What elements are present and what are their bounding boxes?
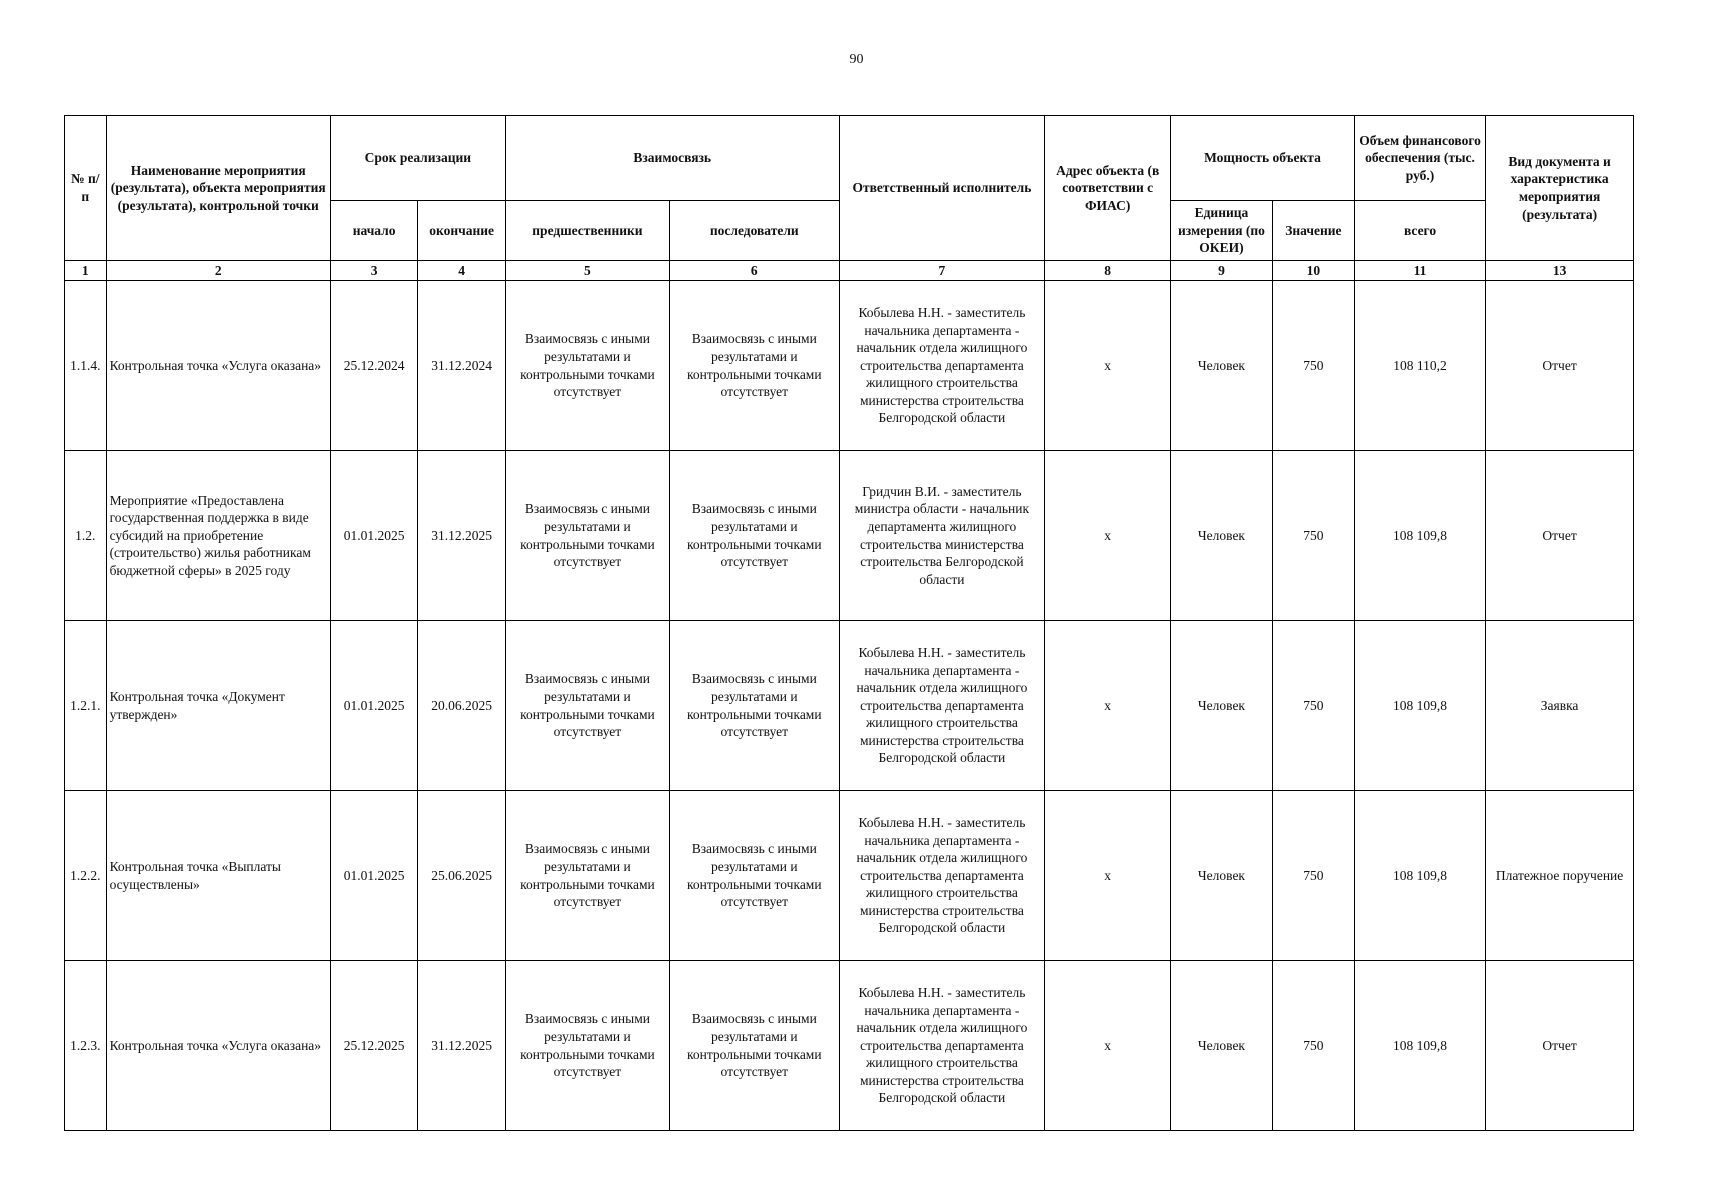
column-number: 9: [1171, 261, 1273, 281]
row-unit: Человек: [1171, 791, 1273, 961]
row-responsible: Кобылева Н.Н. - заместитель начальника департамента - начальник отдела жилищного строительства департамента жилищного строительства министерства строительства Белгородской области: [839, 621, 1045, 791]
header-link: Взаимосвязь: [505, 116, 839, 201]
row-finance-total: 108 110,2: [1354, 281, 1485, 451]
row-value: 750: [1272, 791, 1354, 961]
table-row: [65, 791, 1634, 961]
row-responsible: Гридчин В.И. - заместитель министра области - начальник департамента жилищного строительства министерства строительства Белгородской области: [839, 451, 1045, 621]
column-number: 8: [1045, 261, 1171, 281]
header-unit: Единица измерения (по ОКЕИ): [1171, 201, 1273, 261]
row-successors: Взаимосвязь с иными результатами и контрольными точками отсутствует: [669, 791, 839, 961]
row-responsible: Кобылева Н.Н. - заместитель начальника департамента - начальник отдела жилищного строительства департамента жилищного строительства министерства строительства Белгородской области: [839, 791, 1045, 961]
header-responsible: Ответственный исполнитель: [839, 116, 1045, 261]
column-number: 10: [1272, 261, 1354, 281]
row-unit: Человек: [1171, 621, 1273, 791]
header-address: Адрес объекта (в соответствии с ФИАС): [1045, 116, 1171, 261]
row-doc-type: Отчет: [1486, 281, 1634, 451]
row-address: x: [1045, 621, 1171, 791]
column-number: 4: [418, 261, 506, 281]
row-address: x: [1045, 451, 1171, 621]
row-address: x: [1045, 961, 1171, 1131]
row-num: 1.1.4.: [65, 281, 107, 451]
activity-plan-table: [64, 115, 1634, 1131]
row-num: 1.2.2.: [65, 791, 107, 961]
row-predecessors: Взаимосвязь с иными результатами и контрольными точками отсутствует: [505, 961, 669, 1131]
row-finance-total: 108 109,8: [1354, 961, 1485, 1131]
row-num: 1.2.: [65, 451, 107, 621]
header-finance: Объем финансового обеспечения (тыс. руб.): [1354, 116, 1485, 201]
header-value: Значение: [1272, 201, 1354, 261]
row-doc-type: Платежное поручение: [1486, 791, 1634, 961]
row-finance-total: 108 109,8: [1354, 621, 1485, 791]
row-name: Контрольная точка «Выплаты осуществлены»: [106, 791, 330, 961]
header-period: Срок реализации: [330, 116, 505, 201]
header-period-end: окончание: [418, 201, 506, 261]
header-link-prev: предшественники: [505, 201, 669, 261]
row-start-date: 01.01.2025: [330, 451, 418, 621]
row-predecessors: Взаимосвязь с иными результатами и контрольными точками отсутствует: [505, 451, 669, 621]
row-unit: Человек: [1171, 281, 1273, 451]
column-numbers-row: [65, 261, 1634, 281]
row-end-date: 31.12.2025: [418, 961, 506, 1131]
page-number: 90: [849, 52, 864, 67]
row-num: 1.2.3.: [65, 961, 107, 1131]
header-finance-total: всего: [1354, 201, 1485, 261]
row-doc-type: Заявка: [1486, 621, 1634, 791]
row-end-date: 25.06.2025: [418, 791, 506, 961]
row-unit: Человек: [1171, 451, 1273, 621]
row-end-date: 20.06.2025: [418, 621, 506, 791]
column-number: 2: [106, 261, 330, 281]
column-number: 5: [505, 261, 669, 281]
column-number: 6: [669, 261, 839, 281]
row-responsible: Кобылева Н.Н. - заместитель начальника департамента - начальник отдела жилищного строительства департамента жилищного строительства министерства строительства Белгородской области: [839, 961, 1045, 1131]
header-link-next: последователи: [669, 201, 839, 261]
header-capacity: Мощность объекта: [1171, 116, 1355, 201]
table-row: [65, 961, 1634, 1131]
column-number: 7: [839, 261, 1045, 281]
row-num: 1.2.1.: [65, 621, 107, 791]
header-row-1: [65, 116, 1634, 201]
row-name: Мероприятие «Предоставлена государственная поддержка в виде субсидий на приобретение (строительство) жилья работникам бюджетной сферы» в 2025 году: [106, 451, 330, 621]
row-value: 750: [1272, 961, 1354, 1131]
row-doc-type: Отчет: [1486, 451, 1634, 621]
row-end-date: 31.12.2024: [418, 281, 506, 451]
header-name: Наименование мероприятия (результата), объекта мероприятия (результата), контрольной точки: [106, 116, 330, 261]
row-start-date: 01.01.2025: [330, 791, 418, 961]
column-number: 11: [1354, 261, 1485, 281]
header-num: № п/п: [65, 116, 107, 261]
table-body: [65, 281, 1634, 1131]
row-end-date: 31.12.2025: [418, 451, 506, 621]
table-row: [65, 451, 1634, 621]
row-doc-type: Отчет: [1486, 961, 1634, 1131]
row-predecessors: Взаимосвязь с иными результатами и контрольными точками отсутствует: [505, 281, 669, 451]
row-value: 750: [1272, 281, 1354, 451]
table-header: [65, 116, 1634, 281]
column-number: 13: [1486, 261, 1634, 281]
row-name: Контрольная точка «Услуга оказана»: [106, 281, 330, 451]
row-start-date: 25.12.2025: [330, 961, 418, 1131]
row-predecessors: Взаимосвязь с иными результатами и контрольными точками отсутствует: [505, 621, 669, 791]
row-start-date: 01.01.2025: [330, 621, 418, 791]
row-successors: Взаимосвязь с иными результатами и контрольными точками отсутствует: [669, 451, 839, 621]
row-unit: Человек: [1171, 961, 1273, 1131]
row-name: Контрольная точка «Документ утвержден»: [106, 621, 330, 791]
row-successors: Взаимосвязь с иными результатами и контрольными точками отсутствует: [669, 621, 839, 791]
row-successors: Взаимосвязь с иными результатами и контрольными точками отсутствует: [669, 281, 839, 451]
row-predecessors: Взаимосвязь с иными результатами и контрольными точками отсутствует: [505, 791, 669, 961]
row-address: x: [1045, 791, 1171, 961]
header-period-start: начало: [330, 201, 418, 261]
row-value: 750: [1272, 621, 1354, 791]
column-number: 3: [330, 261, 418, 281]
table-row: [65, 281, 1634, 451]
row-responsible: Кобылева Н.Н. - заместитель начальника департамента - начальник отдела жилищного строительства департамента жилищного строительства министерства строительства Белгородской области: [839, 281, 1045, 451]
table-row: [65, 621, 1634, 791]
row-start-date: 25.12.2024: [330, 281, 418, 451]
row-name: Контрольная точка «Услуга оказана»: [106, 961, 330, 1131]
row-address: x: [1045, 281, 1171, 451]
header-doc-type: Вид документа и характеристика мероприятия (результата): [1486, 116, 1634, 261]
row-finance-total: 108 109,8: [1354, 791, 1485, 961]
row-finance-total: 108 109,8: [1354, 451, 1485, 621]
column-number: 1: [65, 261, 107, 281]
row-successors: Взаимосвязь с иными результатами и контрольными точками отсутствует: [669, 961, 839, 1131]
row-value: 750: [1272, 451, 1354, 621]
